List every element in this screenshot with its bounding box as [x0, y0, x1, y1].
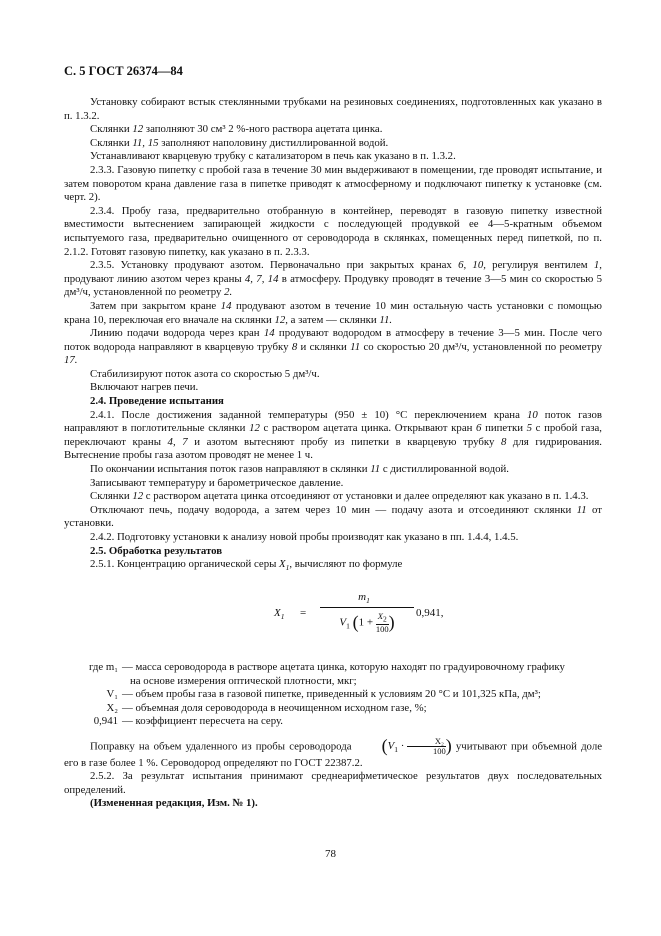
definition-row — [64, 675, 602, 689]
text: регулируя вентилем — [485, 259, 594, 272]
ref-number: 8 — [500, 435, 507, 448]
definition-symbol: 0,941 — [93, 715, 118, 728]
section-heading — [64, 545, 602, 559]
text: , а затем — склянки — [285, 313, 380, 326]
ref-number: 6 — [476, 422, 482, 435]
ref-number: 12 — [132, 490, 144, 503]
numerator-subscript: 1 — [366, 596, 370, 606]
page-number: 78 — [325, 848, 336, 860]
definition-text: — коэффициент пересчета на серу. — [122, 715, 283, 728]
den-one: 1 + — [358, 616, 374, 629]
corr-fraction-num: X₂ — [407, 737, 446, 747]
text: и азотом вытесняют пробу из пипетки в кварцевую трубку — [187, 435, 501, 448]
definition-row — [64, 688, 602, 702]
text: 2.5.2. За результат испытания принимают среднеарифметическое результатов двух последовательных определений. — [64, 770, 602, 796]
text: 2.4.2. Подготовку установки к анализу новой пробы производят как указано в пп. 1.4.4, 1.4.5. — [90, 531, 519, 543]
text: заполняют наполовину дистиллированной водой. — [158, 136, 389, 149]
ref-number: 14 — [220, 299, 232, 312]
formula-lhs — [274, 607, 284, 624]
text: Установку собирают встык стеклянными трубками на резиновых соединениях, подготовленных как указано в п. 1.3.2. — [64, 96, 602, 122]
ref-number: 2. — [224, 286, 233, 299]
paragraph — [64, 770, 602, 797]
paragraph — [64, 463, 602, 477]
ref-number: 11, 15 — [132, 136, 159, 149]
paren-close: ) — [388, 611, 395, 632]
text: и склянки — [297, 340, 351, 353]
ref-number: 12 — [249, 422, 260, 435]
small-fraction-num — [376, 612, 389, 625]
paragraph — [64, 531, 602, 545]
text: Склянки — [90, 123, 133, 136]
text: , продувают линию азотом через краны — [64, 259, 602, 285]
text: , вычисляют по формуле — [289, 558, 403, 571]
page-header: С. 5 ГОСТ 26374—84 — [64, 64, 183, 78]
text: 2.3.5. Установку продувают азотом. Первоначально при закрытых кранах — [90, 259, 459, 272]
correction-expression — [356, 737, 452, 757]
corr-fraction-den: 100 — [433, 745, 446, 756]
text: Поправку на объем удаленного из пробы сероводорода — [90, 740, 356, 753]
ref-number: 12 — [274, 313, 286, 326]
symbol-letter: X — [279, 558, 286, 571]
paragraph — [64, 205, 602, 259]
ref-number: 11 — [350, 340, 361, 353]
definition-text: на основе измерения оптической плотности, мкг; — [130, 674, 357, 687]
paragraph — [64, 477, 602, 491]
paragraph — [64, 368, 602, 382]
text: с раствором ацетата цинка отсоединяют от установки и далее определяют как указано в п. 1.4.3. — [143, 490, 589, 503]
numerator-letter: m — [358, 590, 367, 603]
definition-symbol: X₂ — [106, 701, 118, 714]
paragraph — [64, 96, 602, 123]
equals-sign: = — [300, 606, 307, 619]
paragraph — [64, 137, 602, 151]
definition-symbol: где m₁ — [88, 660, 118, 673]
text: с дистиллированной водой. — [380, 463, 509, 476]
small-fraction — [376, 612, 389, 634]
text: Включают нагрев печи. — [90, 381, 199, 394]
symbol-x1 — [279, 558, 290, 573]
text: для гидрирования. Вытеснение пробы газа азотом проводят не менее 1 ч. — [64, 435, 602, 462]
paren-close: ) — [445, 735, 452, 756]
paragraph — [64, 558, 602, 575]
den-v-subscript: 1 — [346, 621, 350, 631]
formula-lhs-letter: X — [274, 606, 281, 619]
corr-v-subscript: 1 — [394, 745, 398, 755]
small-fraction-den: 100 — [375, 623, 389, 634]
text: заполняют 30 см³ 2 %-ного раствора ацетата цинка. — [143, 123, 383, 136]
text: Склянки — [90, 490, 133, 503]
definition-symbol — [64, 675, 122, 689]
paragraph — [64, 381, 602, 395]
text: 2.4.1. После достижения заданной температуры (950 ± 10) °С переключением крана — [90, 408, 527, 421]
text: продувают водородом в атмосферу в течение 3—5 мин. После чего поток водорода направляют в кварцевую трубку — [64, 327, 602, 353]
formula-numerator — [324, 591, 404, 608]
text: от установки. — [64, 503, 602, 530]
text: Записывают температуру и барометрическое давление. — [90, 476, 344, 489]
text: продувают азотом в течение 10 мин остальную часть установки с помощью крана 10, переключая его вначале на склянки — [64, 299, 602, 326]
ref-number: 17. — [64, 354, 78, 367]
text: 2.3.4. Пробу газа, предварительно отобранную в контейнер, переводят в газовую пипетку известной вместимости вытеснением запирающей жидкости с последующей продувкой ее 4—5-кратным объемом испытуемого газа, предварительно очищенного от сероводорода в склянках, помещенных перед пипеткой, по п. 2.1.2. Готовят газовую пипетку, как указано в п. 2.3.3. — [64, 204, 602, 258]
formula-denominator — [320, 612, 414, 634]
text: учитывают при объемной доле его в газе более 1 %. Сероводород определяют по ГОСТ 22387.2. — [64, 740, 602, 769]
definition-row — [64, 702, 602, 716]
paren-open: ( — [352, 611, 359, 632]
fraction-bar — [320, 607, 414, 608]
text: с пробой газа, переключают краны — [64, 422, 602, 448]
text: 2.3.3. Газовую пипетку с пробой газа в течение 30 мин выдерживают в помещении, где проводят испытание, и затем поворотом крана давление газа в пипетке приводят к атмосферному и подключают пипетку к установке (см. черт. 2). — [64, 163, 602, 204]
formula-lhs-subscript: 1 — [280, 612, 285, 622]
text: со скоростью 20 дм³/ч, установленной по реометру — [360, 340, 602, 353]
corr-fraction — [407, 737, 446, 756]
text: Стабилизируют поток азота со скоростью 5 дм³/ч. — [90, 367, 320, 380]
ref-number: 4, 7, 14 — [244, 272, 279, 285]
corr-dot: · — [400, 739, 405, 752]
ref-number: 12 — [132, 123, 144, 136]
paragraph — [64, 327, 602, 368]
ref-number: 14 — [263, 327, 275, 340]
ref-number: 11. — [379, 313, 393, 326]
paragraph — [64, 504, 602, 531]
text: Устанавливают кварцевую трубку с катализатором в печь как указано в п. 1.3.2. — [90, 150, 456, 163]
paragraph — [64, 123, 602, 137]
heading-text: 2.5. Обработка результатов — [90, 544, 223, 557]
ref-number: 6, 10, — [458, 259, 486, 272]
text: 2.5.1. Концентрацию органической серы — [90, 558, 280, 571]
text: Склянки — [90, 136, 133, 149]
paragraph — [64, 259, 602, 300]
formula-coefficient: 0,941, — [416, 606, 444, 619]
amendment-note — [64, 797, 602, 811]
text: Линию подачи водорода через кран — [90, 327, 264, 340]
paragraph — [64, 300, 602, 327]
paragraph — [64, 409, 602, 463]
amendment-text: (Измененная редакция, Изм. № 1). — [90, 797, 258, 810]
symbol-subscript: 1 — [285, 563, 290, 573]
ref-number: 4, 7 — [167, 435, 188, 448]
definition-row — [64, 661, 602, 675]
ref-number: 11 — [370, 463, 381, 476]
ref-number: 1 — [593, 259, 600, 272]
text: Отключают печь, подачу водорода, а затем через 10 мин — подачу азота и отсоединяют склянки — [90, 503, 577, 516]
ref-number: 10 — [526, 408, 538, 421]
paragraph — [64, 490, 602, 504]
ref-number: 5 — [526, 422, 533, 435]
ref-number: 8 — [291, 340, 298, 353]
heading-text: 2.4. Проведение испытания — [90, 395, 224, 408]
paragraph — [64, 737, 602, 770]
text: в атмосферу. Продувку проводят в течение 3—5 мин со скоростью 5 дм³/ч, установленной по реометру — [64, 272, 603, 299]
definition-text: — объемная доля сероводорода в неочищенном исходном газе, %; — [122, 701, 427, 714]
text: пипетки — [481, 422, 527, 435]
ref-number: 11 — [576, 503, 587, 516]
definition-row — [64, 715, 602, 729]
den-x: X — [377, 610, 383, 621]
paren-open: ( — [381, 735, 388, 756]
document-body — [64, 96, 602, 811]
definition-symbol: V₁ — [106, 688, 118, 701]
section-heading — [64, 395, 602, 409]
text: поток газов направляют в поглотительные склянки — [64, 408, 602, 435]
paragraph — [64, 164, 602, 205]
definition-text: — масса сероводорода в растворе ацетата цинка, которую находят по градуировочному графику — [122, 660, 565, 673]
den-x-subscript: 2 — [382, 614, 387, 624]
text: По окончании испытания поток газов направляют в склянки — [90, 463, 371, 476]
definitions-list — [64, 661, 602, 729]
text: Затем при закрытом кране — [90, 299, 221, 312]
text: с раствором ацетата цинка. Открывают кран — [259, 422, 477, 435]
definition-text: — объем пробы газа в газовой пипетке, приведенный к условиям 20 °С и 101,325 кПа, дм³; — [122, 688, 541, 701]
formula-x1 — [64, 585, 602, 649]
paragraph — [64, 150, 602, 164]
corr-v: V — [387, 739, 395, 752]
den-v: V — [339, 616, 347, 629]
